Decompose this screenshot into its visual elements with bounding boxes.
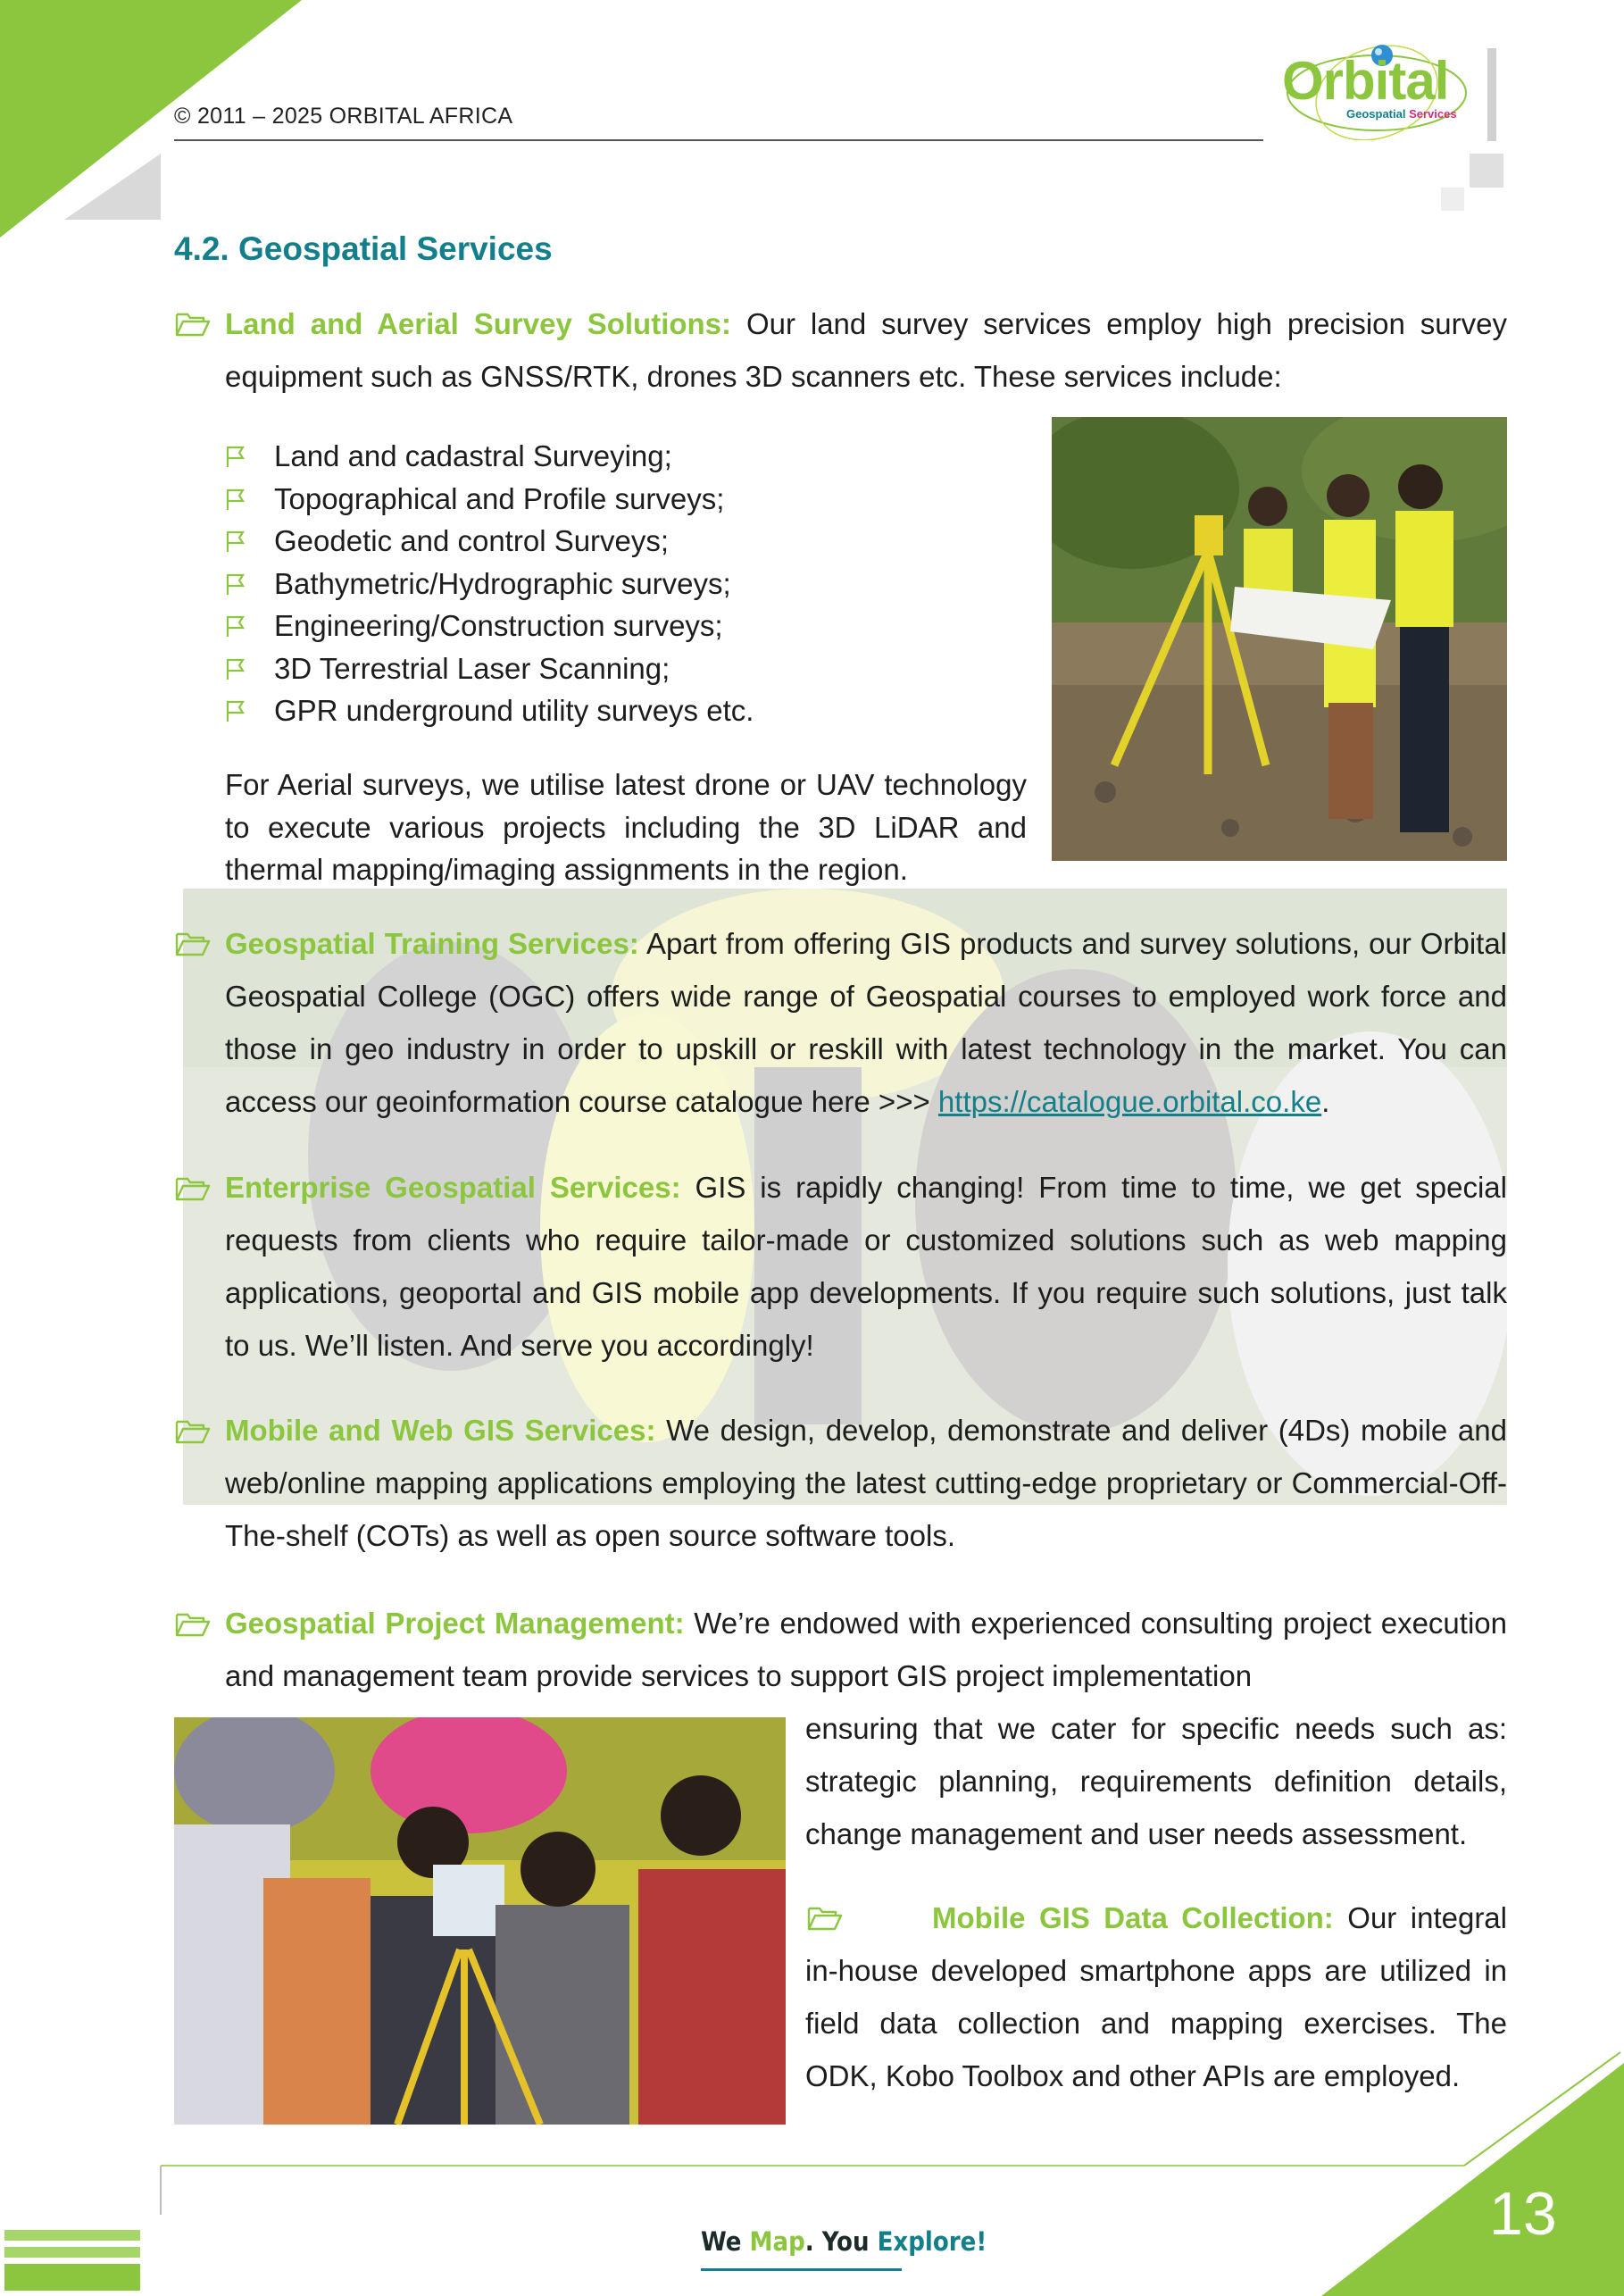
project-management-continuation: ensuring that we cater for specific needs such as: strategic planning, requirements definition details, change management and user needs assessment.: [805, 1712, 1507, 1850]
item-lead: Land and Aerial Survey Solutions:: [225, 307, 732, 340]
list-item-text: Engineering/Construction surveys;: [274, 609, 723, 642]
logo-subtitle-geospatial: Geospatial: [1346, 107, 1406, 121]
section-title: 4.2. Geospatial Services: [174, 230, 553, 267]
list-item: [225, 478, 796, 521]
flag-icon: [225, 572, 248, 596]
item-text: We design, develop, demonstrate and deliver (4Ds) mobile and web/online mapping applications employing the latest cutting-edge proprietary or Commercial-Off-The-shelf (COTs) as well as open source software tools.: [225, 1414, 1507, 1552]
item-project-management: [225, 1597, 1507, 1702]
flag-icon: [225, 445, 248, 468]
item-text: We’re endowed with experienced consulting project execution and management team provide services to support GIS project implementation: [225, 1607, 1507, 1692]
list-item-text: 3D Terrestrial Laser Scanning;: [274, 651, 670, 685]
item-mobile-web-gis: [225, 1404, 1507, 1562]
flag-icon: [225, 614, 248, 638]
folder-open-icon: [175, 1418, 211, 1445]
list-item-text: Bathymetric/Hydrographic surveys;: [274, 566, 731, 600]
logo-subtitle: [1346, 107, 1457, 121]
item-text: Apart from offering GIS products and survey solutions, our Orbital Geospatial College (OGC) offers wide range of Geospatial courses to employed work force and those in geo industry in order to upskill or reskill with latest technology in the market. You can access our geoinformation course catalogue here >>>: [225, 927, 1508, 1118]
catalogue-link[interactable]: https://catalogue.orbital.co.ke: [937, 1085, 1322, 1118]
logo-subtitle-services: Services: [1409, 107, 1457, 121]
footer-tagline: [701, 2226, 987, 2257]
folder-open-icon: [175, 311, 211, 338]
item-lead: Geospatial Project Management:: [225, 1607, 685, 1640]
item-lead: Mobile and Web GIS Services:: [225, 1414, 656, 1447]
item-training-services: [225, 917, 1507, 1128]
item-lead: Enterprise Geospatial Services:: [225, 1171, 681, 1204]
flag-icon: [225, 699, 248, 722]
flag-icon: [225, 488, 248, 511]
tagline-we: We: [701, 2226, 742, 2257]
flag-icon: [225, 657, 248, 680]
logo-wordmark: Orbital: [1282, 51, 1449, 111]
tagline-map: Map: [749, 2226, 805, 2257]
flag-icon: [225, 530, 248, 553]
list-item: [225, 563, 796, 605]
list-item-text: Land and cadastral Surveying;: [274, 439, 672, 472]
tagline-you: You: [821, 2226, 870, 2257]
list-item: [225, 689, 796, 732]
item-text: GIS is rapidly changing! From time to time, we get special requests from clients who require tailor-made or customized solutions such as web mapping applications, geoportal and GIS mobile app developments. If you require such solutions, just talk to us. We’ll listen. And serve you accordingly!: [225, 1171, 1507, 1362]
footer-frame-lines: [0, 2045, 1624, 2296]
copyright-text: © 2011 – 2025 ORBITAL AFRICA: [174, 104, 513, 129]
page-number: 13: [1489, 2180, 1557, 2248]
list-item: [225, 520, 796, 563]
list-item: [225, 605, 796, 647]
list-item: [225, 435, 796, 478]
orbital-logo: [1277, 38, 1482, 140]
tagline-underline: [701, 2268, 902, 2271]
list-item-text: Topographical and Profile surveys;: [274, 481, 725, 515]
tagline-dot: .: [804, 2226, 814, 2257]
folder-open-icon: [175, 1175, 211, 1202]
item-lead: Mobile GIS Data Collection:: [932, 1901, 1334, 1934]
item-enterprise-services: [225, 1161, 1507, 1372]
list-item-text: Geodetic and control Surveys;: [274, 524, 670, 557]
list-item: [225, 647, 796, 690]
item-text: Our integral in-house developed smartphone apps are utilized in field data collection and mapping exercises. The ODK, Kobo Toolbox and other APIs are employed.: [805, 1901, 1507, 2092]
item-land-aerial-survey: [225, 297, 1507, 403]
item-text: Our land survey services employ high precision survey equipment such as GNSS/RTK, drones 3D scanners etc. These services include:: [225, 307, 1507, 393]
folder-open-icon: [175, 1611, 211, 1638]
folder-open-icon: [175, 931, 211, 957]
survey-services-list: [225, 435, 796, 732]
list-item-text: GPR underground utility surveys etc.: [274, 694, 754, 727]
surveyors-field-photo: [1052, 417, 1507, 861]
tagline-explore: Explore!: [877, 2226, 987, 2257]
item-lead: Geospatial Training Services:: [225, 927, 639, 960]
header-rule: [174, 139, 1263, 141]
item-text-end: .: [1321, 1085, 1330, 1118]
aerial-survey-paragraph: For Aerial surveys, we utilise latest drone or UAV technology to execute various projects including the 3D LiDAR and thermal mapping/imaging assignments in the region.: [225, 768, 1027, 886]
